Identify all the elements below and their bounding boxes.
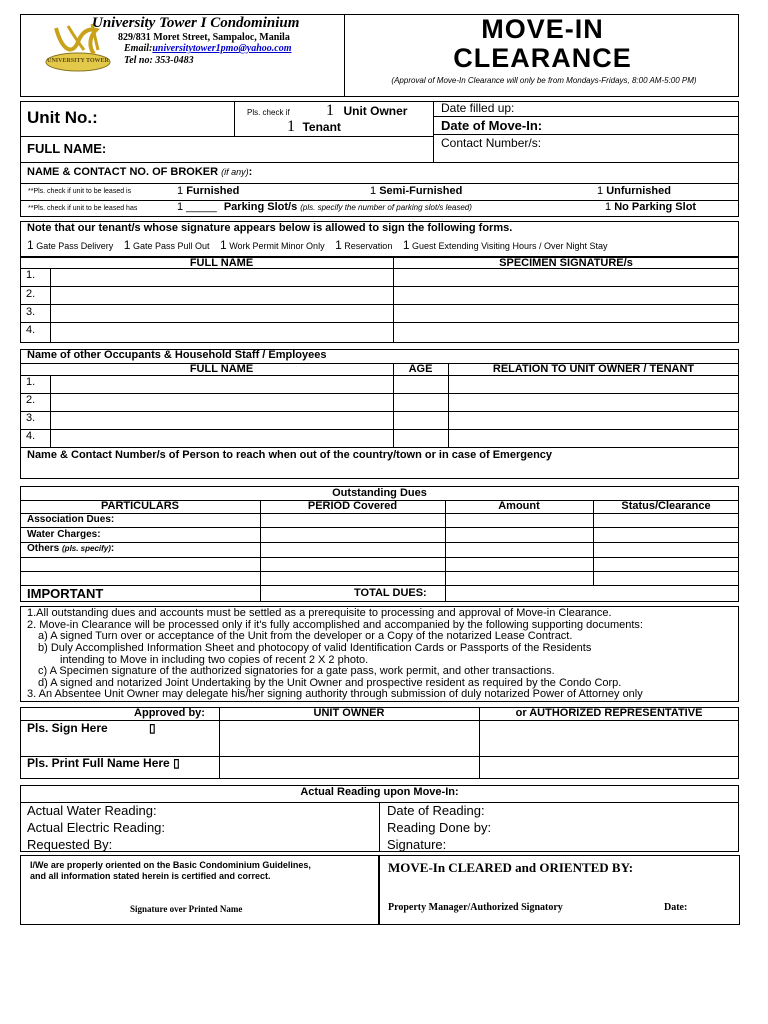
dues-col-3 <box>593 500 594 586</box>
parking-slot-option[interactable] <box>177 201 472 213</box>
dues-hline-2 <box>20 527 739 528</box>
tenant-checkbox[interactable]: 1 <box>287 118 295 135</box>
sig-col-specimen: SPECIMEN SIGNATURE/s <box>499 257 633 269</box>
semi-furnished-option[interactable] <box>370 185 462 197</box>
no-parking-checkbox[interactable]: 1 <box>605 201 612 213</box>
dues-others: Others <box>27 543 60 554</box>
dues-association: Association Dues: <box>27 514 115 525</box>
occ-row-1: 1. <box>26 376 36 388</box>
dues-col-particulars: PARTICULARS <box>100 500 179 512</box>
unit-hline-4 <box>20 162 739 163</box>
owner-label: Unit Owner <box>343 104 408 118</box>
form-option-reservation[interactable]: 1 Reservation <box>335 238 393 252</box>
note-2: 2. Move-in Clearance will be processed only if it's fully accomplished and accompanied by the following supporting documents: <box>27 619 643 631</box>
approval-note: (Approval of Move-In Clearance will only be from Mondays-Fridays, 8:00 AM-5:00 PM) <box>391 76 697 85</box>
important-label: IMPORTANT <box>27 586 104 601</box>
sig-hline-3 <box>20 322 739 323</box>
dues-hline-4 <box>20 557 739 558</box>
parking-slot-blank[interactable]: 1 _____ <box>177 201 217 213</box>
dues-hline-6 <box>20 585 739 586</box>
note-2d: d) A signed and notarized Joint Undertaking by the Unit Owner and prospective resident as required by the Condo Corp. <box>38 677 622 689</box>
furnished-checkbox[interactable]: 1 <box>177 185 184 197</box>
broker-row <box>27 166 252 178</box>
condo-name: University Tower I Condominium <box>92 15 300 31</box>
occ-age-col-r <box>448 363 449 447</box>
sig-row-4: 4. <box>26 324 36 336</box>
no-parking-option[interactable] <box>605 201 696 213</box>
dues-col-2 <box>445 500 446 602</box>
condo-tel: Tel no: 353-0483 <box>124 55 194 66</box>
furnish-note: **Pls. check if unit to be leased is <box>28 188 132 195</box>
print-name-label <box>27 756 180 770</box>
signature-label: Signature: <box>387 837 447 852</box>
parking-slot-label: Parking Slot/s <box>223 201 298 213</box>
sig-row-2: 2. <box>26 288 36 300</box>
unit-no-label: Unit No.: <box>27 108 98 127</box>
sig-row-3: 3. <box>26 306 36 318</box>
header-divider <box>344 14 345 97</box>
reading-title: Actual Reading upon Move-In: <box>300 786 459 798</box>
signatories-note: Note that our tenant/s whose signature appears below is allowed to sign the following forms. <box>27 222 513 234</box>
unit-hline-5 <box>20 183 739 184</box>
tenant-option[interactable] <box>287 118 341 136</box>
approved-by-label: Approved by: <box>134 707 205 719</box>
water-reading-label: Actual Water Reading: <box>27 803 157 818</box>
occ-col-full-name: FULL NAME <box>189 363 254 375</box>
unfurnished-label: Unfurnished <box>606 185 671 197</box>
dues-hline-1 <box>20 513 739 514</box>
date-of-reading-label: Date of Reading: <box>387 803 485 818</box>
dues-col-period: PERIOD Covered <box>307 500 398 512</box>
signatories-table <box>20 257 739 343</box>
total-dues-label: TOTAL DUES: <box>354 587 427 599</box>
check-if-label: Pls. check if <box>247 108 290 117</box>
electric-reading-label: Actual Electric Reading: <box>27 820 166 835</box>
note-1: 1.All outstanding dues and accounts must be settled as a prerequisite to processing and approval of Move-in Clearance. <box>27 607 612 619</box>
oriented-line-2: and all information stated herein is certified and correct. <box>30 871 271 881</box>
form-option-work-permit[interactable]: 1 Work Permit Minor Only <box>220 238 325 252</box>
email-label: Email: <box>124 43 153 54</box>
note-2a: a) A signed Turn over or acceptance of the Unit from the developer or a Copy of the notarized Lease Contract. <box>38 630 573 642</box>
unfurnished-option[interactable] <box>597 185 671 197</box>
occ-row-3: 3. <box>26 412 36 424</box>
occ-num-col <box>50 375 51 447</box>
occ-col-relation: RELATION TO UNIT OWNER / TENANT <box>492 363 695 375</box>
form-title-line1: MOVE-IN <box>481 14 604 44</box>
dues-title: Outstanding Dues <box>332 487 427 499</box>
unit-hline-3 <box>433 134 739 135</box>
note-2c: c) A Specimen signature of the authorized signatories for a gate pass, work permit, and other transactions. <box>38 665 555 677</box>
sig-mid-col <box>393 257 394 343</box>
requested-by-label: Requested By: <box>27 837 113 852</box>
parking-slot-spec: (pls. specify the number of parking slot/s leased) <box>300 203 472 212</box>
form-option-guest-extending[interactable]: 1 Guest Extending Visiting Hours / Over Night Stay <box>402 238 608 252</box>
condo-email-row <box>124 43 292 54</box>
logo-text: UNIVERSITY TOWER <box>47 58 109 64</box>
forms-row <box>27 238 607 252</box>
broker-colon: : <box>248 166 253 178</box>
unit-no-input[interactable] <box>120 106 230 132</box>
dues-others-colon: : <box>110 543 115 554</box>
occ-row-2: 2. <box>26 394 36 406</box>
occ-age-col-l <box>393 363 394 447</box>
date-filled-label: Date filled up: <box>441 101 515 115</box>
sign-here-text: Pls. Sign Here <box>27 721 108 735</box>
owner-checkbox[interactable]: 1 <box>326 102 334 119</box>
occ-col-age: AGE <box>408 363 433 375</box>
oriented-line-1: I/We are properly oriented on the Basic Condominium Guidelines, <box>30 860 311 870</box>
contact-number-label: Contact Number/s: <box>441 136 542 150</box>
occ-hline-2 <box>20 393 739 394</box>
broker-note: (if any) <box>221 167 249 177</box>
sign-here-label <box>27 721 156 735</box>
form-option-gate-pass-pull-out[interactable]: 1 Gate Pass Pull Out <box>123 238 210 252</box>
note-3: 3. An Absentee Unit Owner may delegate his/her signing authority through submission of duly notarized Power of Attorney only <box>27 688 643 700</box>
note-2b: b) Duly Accomplished Information Sheet and photocopy of valid Identification Cards or Passports of the Residents <box>38 642 592 654</box>
form-option-gate-pass-delivery[interactable]: 1 Gate Pass Delivery <box>27 238 114 252</box>
full-name-label: FULL NAME: <box>27 141 107 156</box>
dues-water: Water Charges: <box>27 529 101 540</box>
cleared-by-label: MOVE-In CLEARED and ORIENTED BY: <box>388 860 634 875</box>
tenant-label: Tenant <box>302 120 341 134</box>
dues-col-1 <box>260 500 261 602</box>
sig-col-full-name: FULL NAME <box>189 257 254 269</box>
condo-address: 829/831 Moret Street, Sampaloc, Manila <box>118 32 290 43</box>
property-manager-label: Property Manager/Authorized Signatory <box>388 902 563 913</box>
dues-others-note: (pls. specify) <box>62 544 111 553</box>
sig-hline-2 <box>20 304 739 305</box>
unit-divider-1 <box>234 101 235 136</box>
reading-done-by-label: Reading Done by: <box>387 820 492 835</box>
occ-hline-1 <box>20 375 739 376</box>
occ-row-4: 4. <box>26 430 36 442</box>
sig-hline-1 <box>20 286 739 287</box>
date-move-in-label: Date of Move-In: <box>441 118 543 133</box>
arrow-icon: ▯ <box>149 721 156 735</box>
unit-owner-col: UNIT OWNER <box>313 707 385 719</box>
broker-label: NAME & CONTACT NO. OF BROKER <box>27 166 219 178</box>
arrow-icon: ▯ <box>173 756 180 770</box>
unit-hline-1 <box>20 136 434 137</box>
reading-col <box>379 802 380 852</box>
dues-col-amount: Amount <box>498 500 540 512</box>
furnished-label: Furnished <box>186 185 240 197</box>
semi-furnished-checkbox[interactable]: 1 <box>370 185 377 197</box>
dues-others-row <box>27 543 114 554</box>
dues-hline-3 <box>20 542 739 543</box>
occ-hline-5 <box>20 447 739 448</box>
parking-note: **Pls. check if unit to be leased has <box>28 205 138 212</box>
occupants-title: Name of other Occupants & Household Staff / Employees <box>27 349 327 361</box>
unit-divider-2 <box>433 101 434 162</box>
sig-row-1: 1. <box>26 269 36 281</box>
footer-date-label: Date: <box>664 902 688 913</box>
unfurnished-checkbox[interactable]: 1 <box>597 185 604 197</box>
form-title-line2: CLEARANCE <box>453 43 632 73</box>
authorized-rep-col: or AUTHORIZED REPRESENTATIVE <box>515 707 703 719</box>
unit-hline-2 <box>433 116 739 117</box>
print-name-text: Pls. Print Full Name Here <box>27 756 170 770</box>
dues-col-status: Status/Clearance <box>621 500 711 512</box>
note-2b-cont: intending to Move in including two copies of recent 2 X 2 photo. <box>60 654 369 666</box>
signature-printed-name: Signature over Printed Name <box>130 904 243 914</box>
email-link[interactable]: universitytower1pmo@yahoo.com <box>152 43 292 54</box>
sig-num-col <box>50 268 51 343</box>
full-name-input[interactable] <box>124 139 424 159</box>
occ-hline-4 <box>20 429 739 430</box>
semi-furnished-label: Semi-Furnished <box>379 185 463 197</box>
furnished-option[interactable] <box>177 185 239 197</box>
occ-hline-3 <box>20 411 739 412</box>
no-parking-label: No Parking Slot <box>614 201 697 213</box>
dues-hline-5 <box>20 571 739 572</box>
emergency-contact-label: Name & Contact Number/s of Person to reach when out of the country/town or in case of Emergency <box>27 449 553 461</box>
